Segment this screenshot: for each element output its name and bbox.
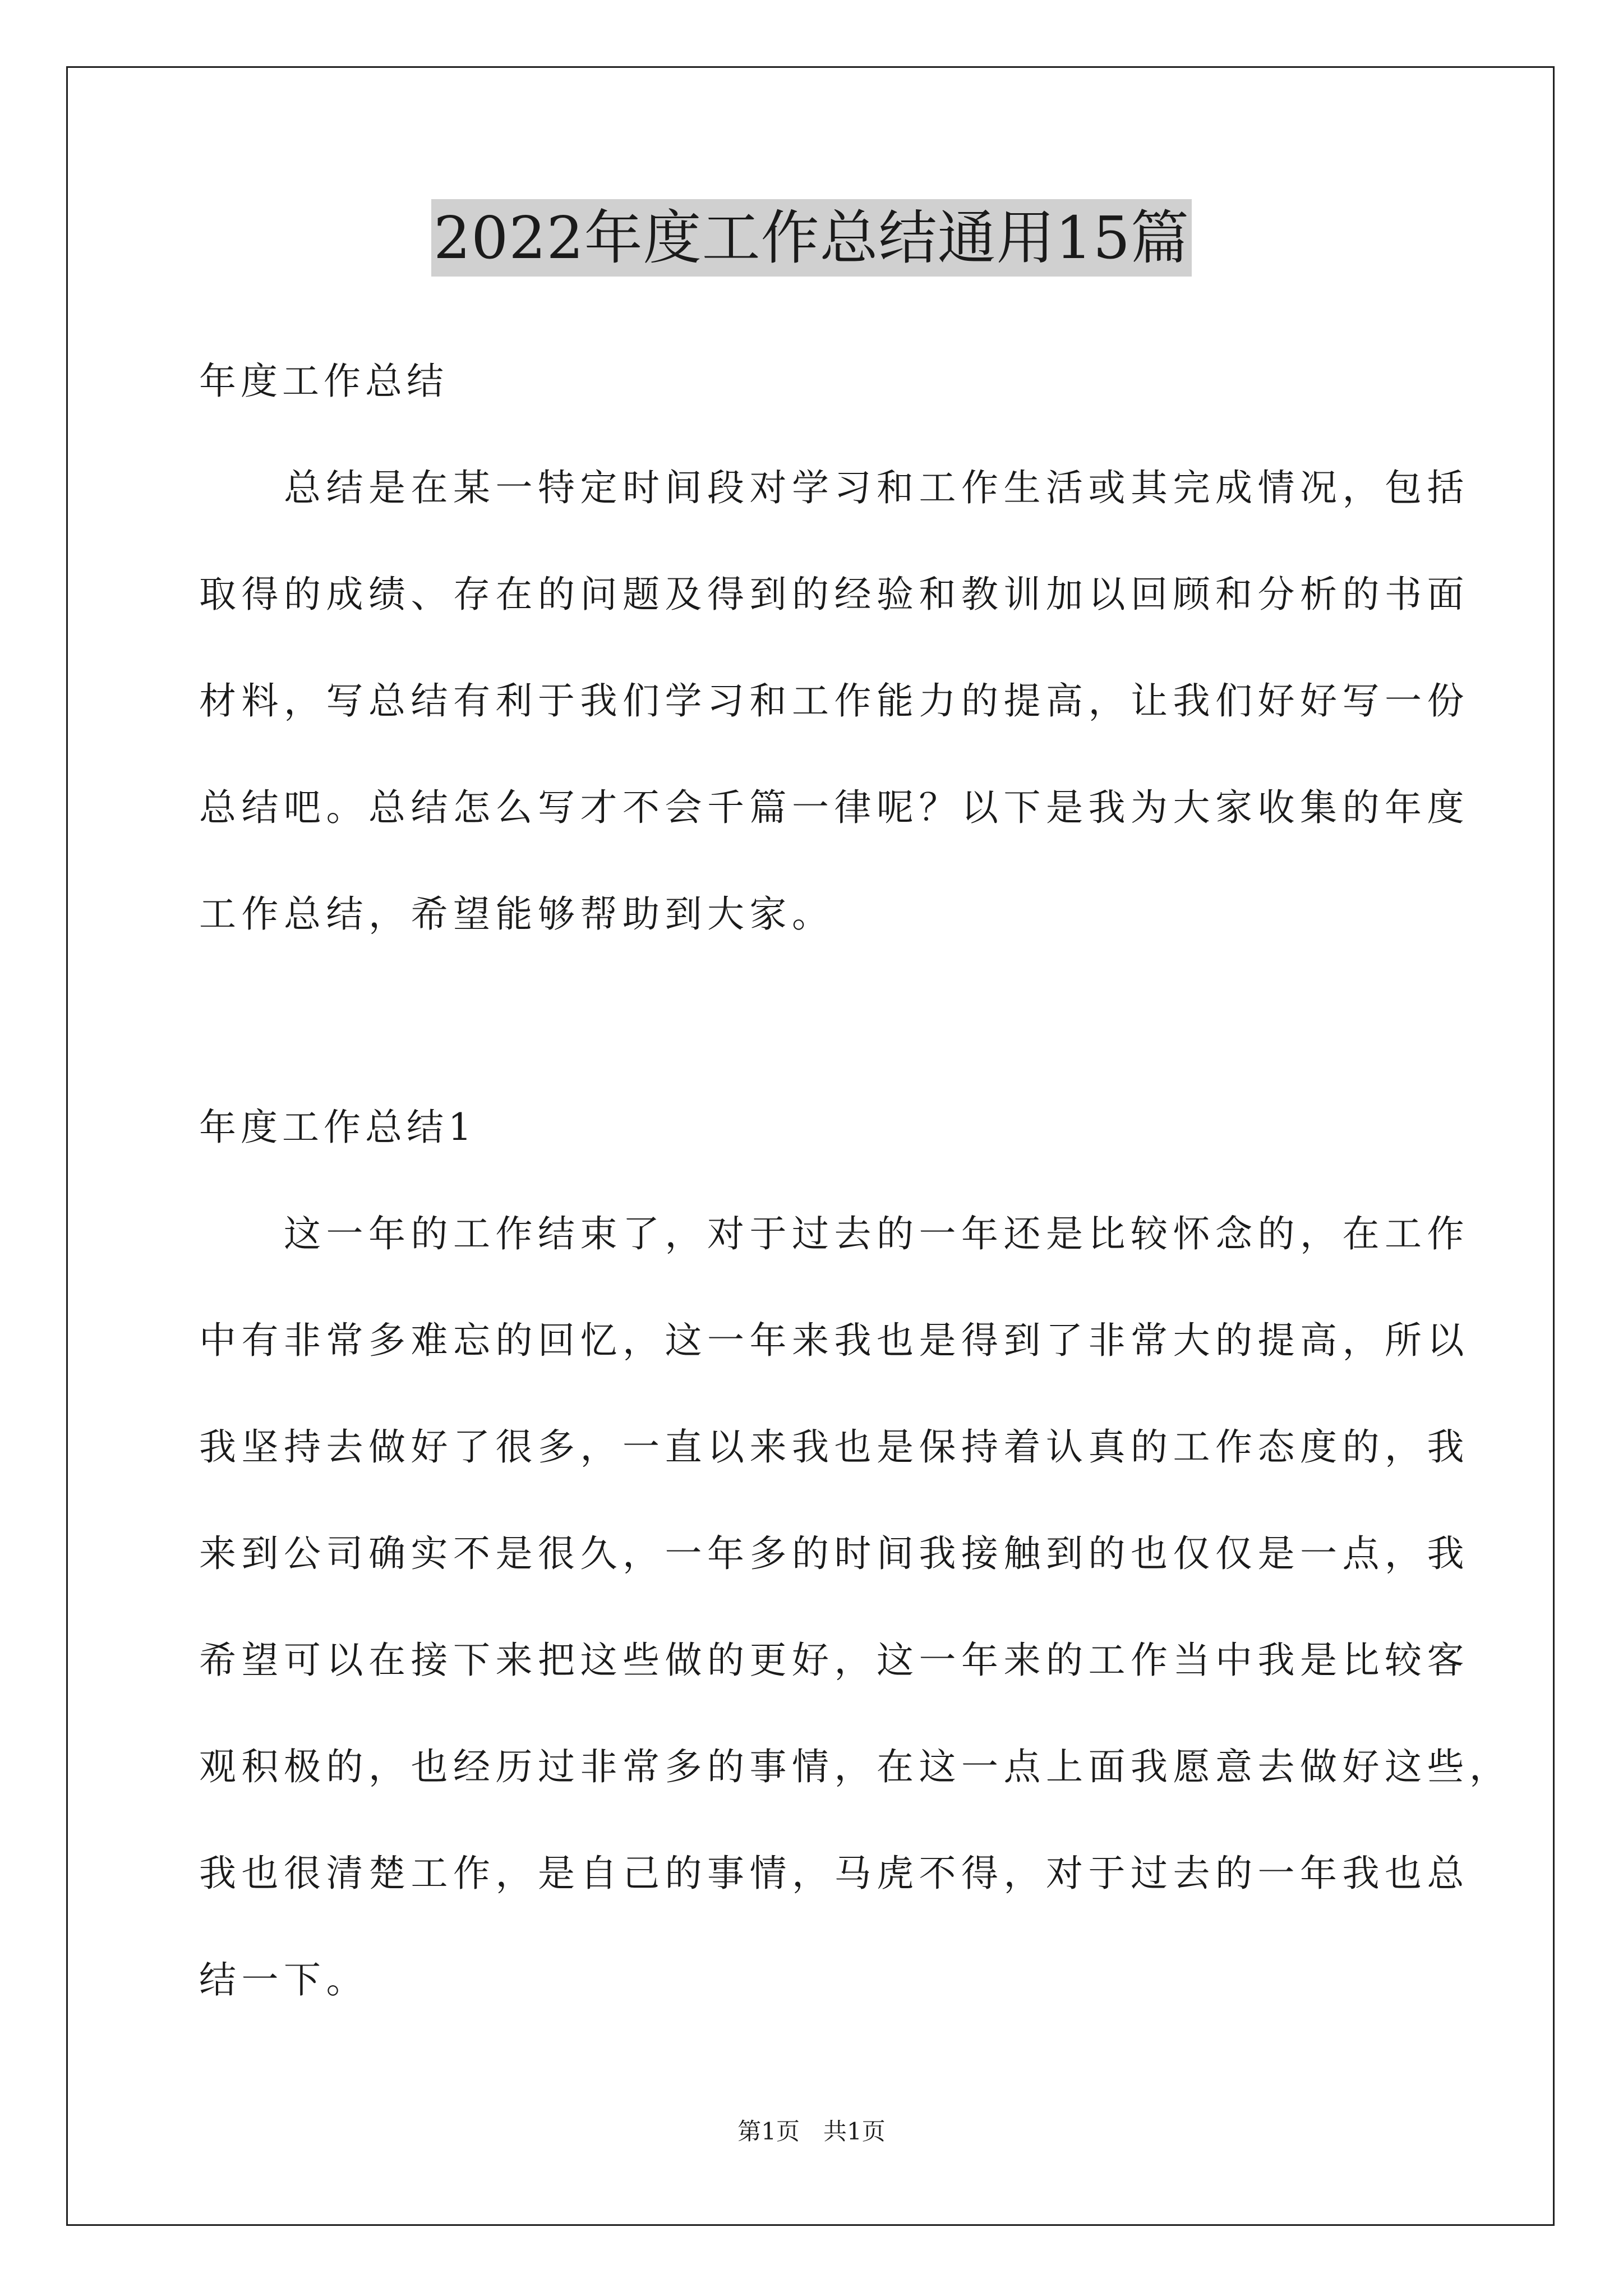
section1-heading: 年度工作总结1	[199, 1106, 476, 1149]
paragraph-line: 中有非常多难忘的回忆，这一年来我也是得到了非常大的提高，所以	[199, 1319, 1469, 1362]
section1-paragraph	[199, 1212, 1512, 2064]
paragraph-line: 这一年的工作结束了，对于过去的一年还是比较怀念的，在工作	[199, 1212, 1469, 1255]
paragraph-line: 我也很清楚工作，是自己的事情，马虎不得，对于过去的一年我也总	[199, 1852, 1469, 1895]
paragraph-line: 观积极的，也经历过非常多的事情，在这一点上面我愿意去做好这些，	[199, 1745, 1512, 1788]
paragraph-line: 来到公司确实不是很久，一年多的时间我接触到的也仅仅是一点，我	[199, 1532, 1469, 1575]
page-footer: 第1页 共1页	[737, 2118, 886, 2145]
paragraph-line: 工作总结，希望能够帮助到大家。	[199, 892, 834, 936]
intro-paragraph	[199, 466, 1469, 999]
paragraph-line: 总结是在某一特定时间段对学习和工作生活或其完成情况，包括	[199, 466, 1469, 509]
paragraph-line: 结一下。	[199, 1958, 368, 2001]
paragraph-line: 总结吧。总结怎么写才不会千篇一律呢？以下是我为大家收集的年度	[199, 786, 1469, 829]
paragraph-line: 取得的成绩、存在的问题及得到的经验和教训加以回顾和分析的书面	[199, 573, 1469, 616]
document-title: 2022年度工作总结通用15篇	[431, 199, 1192, 277]
paragraph-line: 材料，写总结有利于我们学习和工作能力的提高，让我们好好写一份	[199, 679, 1469, 723]
paragraph-line: 我坚持去做好了很多，一直以来我也是保持着认真的工作态度的，我	[199, 1425, 1469, 1469]
paragraph-line: 希望可以在接下来把这些做的更好，这一年来的工作当中我是比较客	[199, 1639, 1469, 1682]
intro-heading: 年度工作总结	[199, 360, 448, 403]
title-container	[0, 199, 1623, 277]
